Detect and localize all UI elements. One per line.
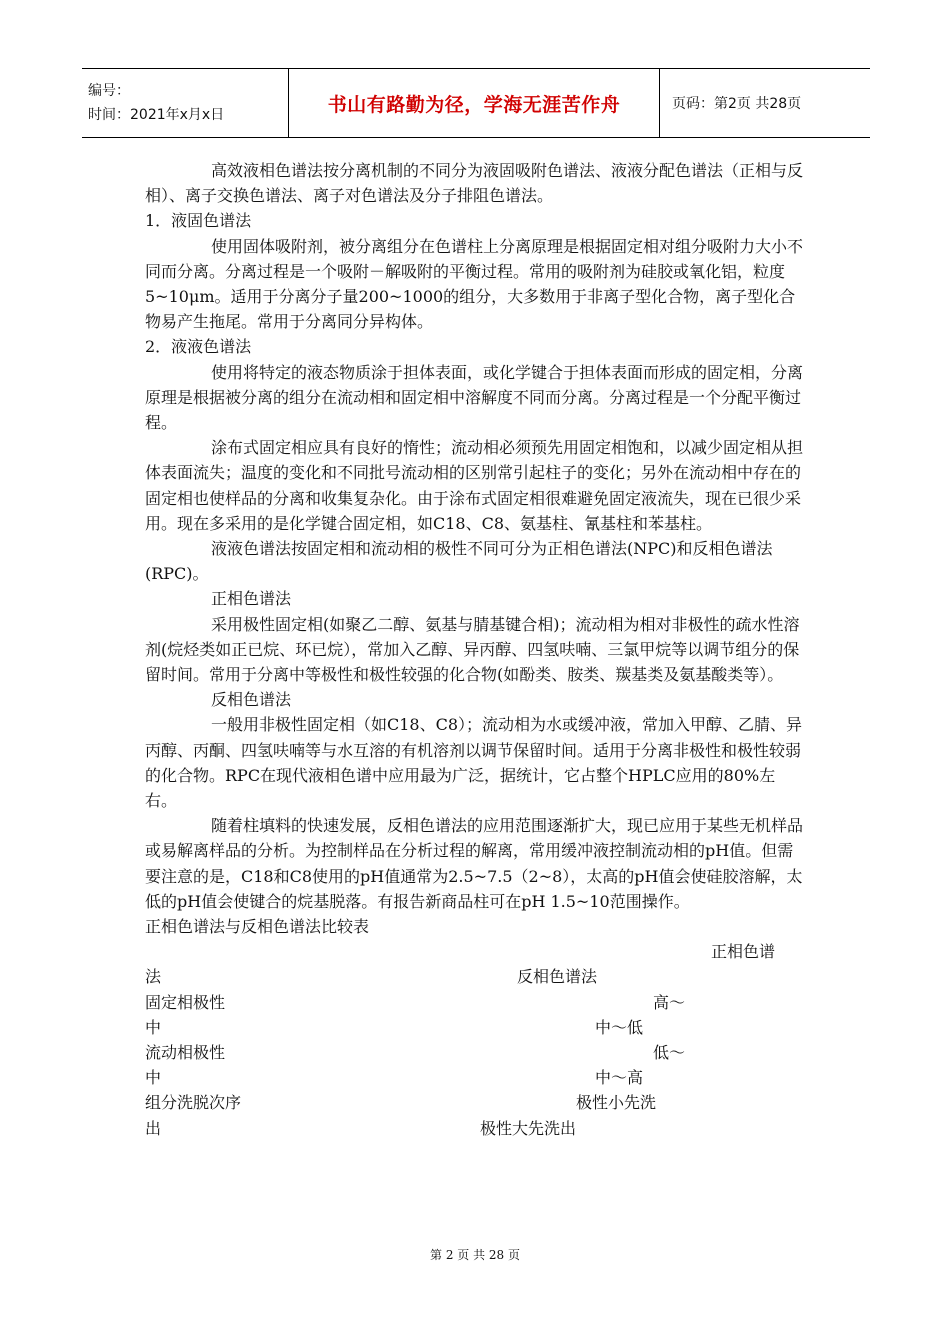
header-motto-cell	[288, 69, 660, 137]
section-heading: 2．液液色谱法	[145, 337, 252, 357]
table-cell: 中～低	[595, 1017, 644, 1037]
header-page-info: 页码：第2页 共28页	[672, 96, 802, 112]
table-cell: 固定相极性	[145, 992, 226, 1012]
table-row	[145, 1090, 805, 1115]
table-cell: 组分洗脱次序	[145, 1093, 242, 1113]
table-cell: 极性小先洗	[576, 1093, 657, 1113]
table-cell: 中	[145, 1017, 162, 1037]
paragraph: 使用固体吸附剂，被分离组分在色谱柱上分离原理是根据固定相对组分吸附力大小不同而分离。分离过程是一个吸附－解吸附的平衡过程。常用的吸附剂为硅胶或氧化铝，粒度5~10μm。适用于分离分子量200~1000的组分，大多数用于非离子型化合物，离子型化合物易产生拖尾。常用于分离同分异构体。	[145, 236, 804, 332]
table-row	[145, 1065, 805, 1090]
section-heading: 1．液固色谱法	[145, 211, 252, 231]
paragraph: 高效液相色谱法按分离机制的不同分为液固吸附色谱法、液液分配色谱法（正相与反相）、离子交换色谱法、离子对色谱法及分子排阻色谱法。	[145, 161, 804, 206]
paragraph: 采用极性固定相(如聚乙二醇、氨基与腈基键合相)；流动相为相对非极性的疏水性溶剂(烷烃类如正已烷、环已烷），常加入乙醇、异丙醇、四氢呋喃、三氯甲烷等以调节组分的保留时间。常用于分离中等极性和极性较强的化合物(如酚类、胺类、羰基类及氨基酸类等）。	[145, 614, 800, 685]
paragraph: 一般用非极性固定相（如C18、C8）；流动相为水或缓冲液，常加入甲醇、乙腈、异丙醇、丙酮、四氢呋喃等与水互溶的有机溶剂以调节保留时间。适用于分离非极性和极性较弱的化合物。RPC在现代液相色谱中应用最为广泛，据统计，它占整个HPLC应用的80%左右。	[145, 715, 803, 811]
paragraph: 随着柱填料的快速发展，反相色谱法的应用范围逐渐扩大，现已应用于某些无机样品或易解离样品的分析。为控制样品在分析过程的解离，常用缓冲液控制流动相的pH值。但需要注意的是，C18和C8使用的pH值通常为2.5~7.5（2~8），太高的pH值会使硅胶溶解，太低的pH值会使键合的烷基脱落。有报告新商品柱可在pH 1.5~10范围操作。	[145, 816, 804, 911]
header-motto: 书山有路勤为径，学海无涯苦作舟	[327, 93, 621, 116]
document-number-label: 编号：	[88, 83, 130, 99]
table-cell: 中～高	[595, 1068, 644, 1088]
table-row	[145, 939, 805, 964]
table-row	[145, 1040, 805, 1065]
table-cell: 中	[145, 1068, 162, 1088]
table-cell: 出	[145, 1118, 162, 1138]
table-row	[145, 1116, 805, 1141]
document-body	[145, 158, 805, 1141]
table-cell: 流动相极性	[145, 1043, 226, 1063]
table-cell: 高～	[653, 992, 686, 1012]
paragraph: 涂布式固定相应具有良好的惰性；流动相必须预先用固定相饱和，以减少固定相从担体表面流失；温度的变化和不同批号流动相的区别常引起柱子的变化；另外在流动相中存在的固定相也使样品的分离和收集复杂化。由于涂布式固定相很难避免固定液流失，现在已很少采用。现在多采用的是化学键合固定相，如C18、C8、氨基柱、氰基柱和苯基柱。	[145, 438, 804, 533]
table-row	[145, 990, 805, 1015]
comparison-table	[145, 939, 805, 1141]
table-cell: 低～	[653, 1043, 686, 1063]
paragraph: 使用将特定的液态物质涂于担体表面，或化学键合于担体表面而形成的固定相，分离原理是根据被分离的组分在流动相和固定相中溶解度不同而分离。分离过程是一个分配平衡过程。	[145, 362, 804, 433]
table-row	[145, 1015, 805, 1040]
table-cell: 法	[145, 967, 162, 987]
paragraph: 液液色谱法按固定相和流动相的极性不同可分为正相色谱法(NPC)和反相色谱法(RPC)。	[145, 539, 773, 584]
page-footer: 第 2 页 共 28 页	[430, 1248, 520, 1262]
table-title: 正相色谱法与反相色谱法比较表	[145, 917, 370, 937]
table-cell: 反相色谱法	[517, 967, 598, 987]
subsection-heading: 反相色谱法	[211, 690, 292, 710]
document-date-label: 时间：2021年x月x日	[88, 107, 225, 123]
table-cell: 正相色谱	[711, 942, 776, 962]
table-row	[145, 964, 805, 989]
table-cell: 极性大先洗出	[480, 1118, 577, 1138]
header-page-info-cell	[660, 69, 801, 137]
page-header	[82, 68, 870, 138]
subsection-heading: 正相色谱法	[211, 589, 292, 609]
header-meta	[82, 69, 288, 137]
